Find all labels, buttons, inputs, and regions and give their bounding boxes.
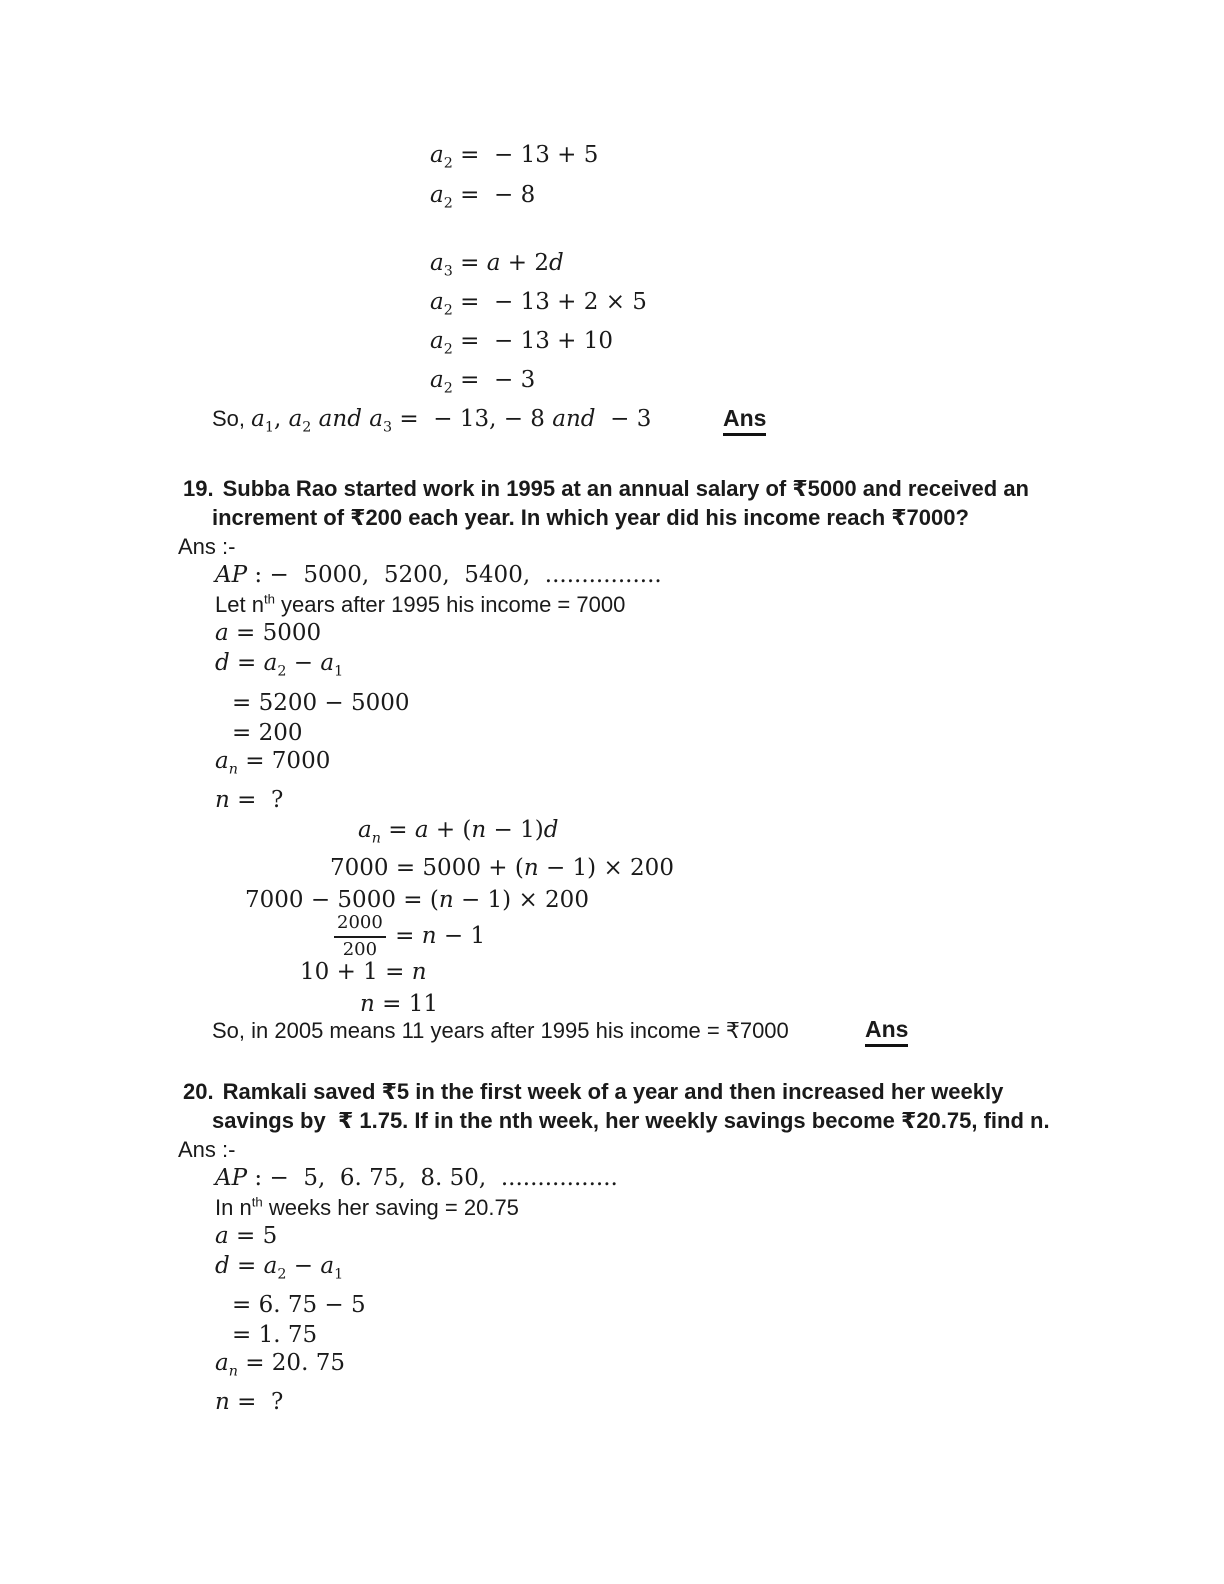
q20-step: $a_n = 20$. 75 [215,1350,345,1380]
question-20-number: 20. [183,1079,214,1104]
equation-line: $a_3 = a + 2d$ [430,250,564,280]
q20-step: $d = a_2 - a_1$ [215,1253,344,1283]
equation-line: $a_2$ = − 13 + 5 [430,142,599,172]
let-sup: th [263,591,275,607]
equation-line: $a_2$ = − 8 [430,182,536,212]
in-post: weeks her saving = 20.75 [262,1195,519,1220]
question-19-text1: Subba Rao started work in 1995 at an annual salary of ₹5000 and received an [222,476,1029,501]
q19-let-line [215,591,625,619]
q20-step: a = 5 [215,1223,278,1249]
q20-step: = 6. 75 − 5 [232,1292,366,1318]
equation-line: $a_2$ = − 13 + 2 × 5 [430,289,647,319]
fraction-numerator: 2000 [334,912,386,938]
q19-conclusion: So, in 2005 means 11 years after 1995 his income = ₹7000 [212,1018,789,1043]
question-20-line1 [183,1078,1003,1106]
let-pre: Let n [215,592,264,617]
q19-ap-line: AP : − 5000, 5200, 5400, ................ [215,562,662,588]
fraction-rest: = n − 1 [387,923,486,950]
in-pre: In n [215,1195,252,1220]
so-math: $a_1$, $a_2$ and $a_3$ = − 13, − 8 and − 3 [251,406,652,436]
so-prefix: So, [212,406,252,431]
question-20-line2: savings by ₹ 1.75. If in the nth week, her weekly savings become ₹20.75, find n. [212,1108,1050,1133]
q19-ans-prefix: Ans :- [178,534,236,559]
fraction [334,912,386,961]
q20-in-line [215,1194,519,1222]
equation-line: $a_2$ = − 3 [430,367,536,397]
q19-derivation: $a_n = a + (n - 1)d$ [358,817,559,847]
q20-ap-line: AP : − 5, 6. 75, 8. 50, ................ [215,1165,618,1191]
q19-step: n = ? [215,787,284,813]
fraction-denominator: 200 [342,938,378,960]
q19-post-step: 10 + 1 = n [300,959,427,985]
ans-badge: Ans [865,1016,908,1047]
question-19-number: 19. [183,476,214,501]
q19-step: $a_n = 7000$ [215,748,331,778]
q19-step: a = 5000 [215,620,322,646]
q20-step: = 1. 75 [232,1322,318,1348]
question-20-text1: Ramkali saved ₹5 in the first week of a year and then increased her weekly [222,1079,1004,1104]
q19-step: = 200 [232,720,303,746]
q19-step: $d = a_2 - a_1$ [215,650,344,680]
q19-derivation: 7000 − 5000 = (n − 1) × 200 [245,887,589,913]
in-sup: th [251,1194,263,1210]
equation-line: $a_2$ = − 13 + 10 [430,328,614,358]
let-post: years after 1995 his income = 7000 [274,592,626,617]
q19-derivation: 7000 = 5000 + (n − 1) × 200 [330,855,674,881]
question-19-line2: increment of ₹200 each year. In which year did his income reach ₹7000? [212,505,969,530]
q20-ans-prefix: Ans :- [178,1137,236,1162]
ans-badge: Ans [723,405,766,436]
so-result-line [212,405,651,434]
q19-step: = 5200 − 5000 [232,690,410,716]
question-19-line1 [183,475,1029,503]
q20-step: n = ? [215,1389,284,1415]
q19-fraction-line [334,912,485,961]
q19-post-step: n = 11 [360,991,438,1017]
